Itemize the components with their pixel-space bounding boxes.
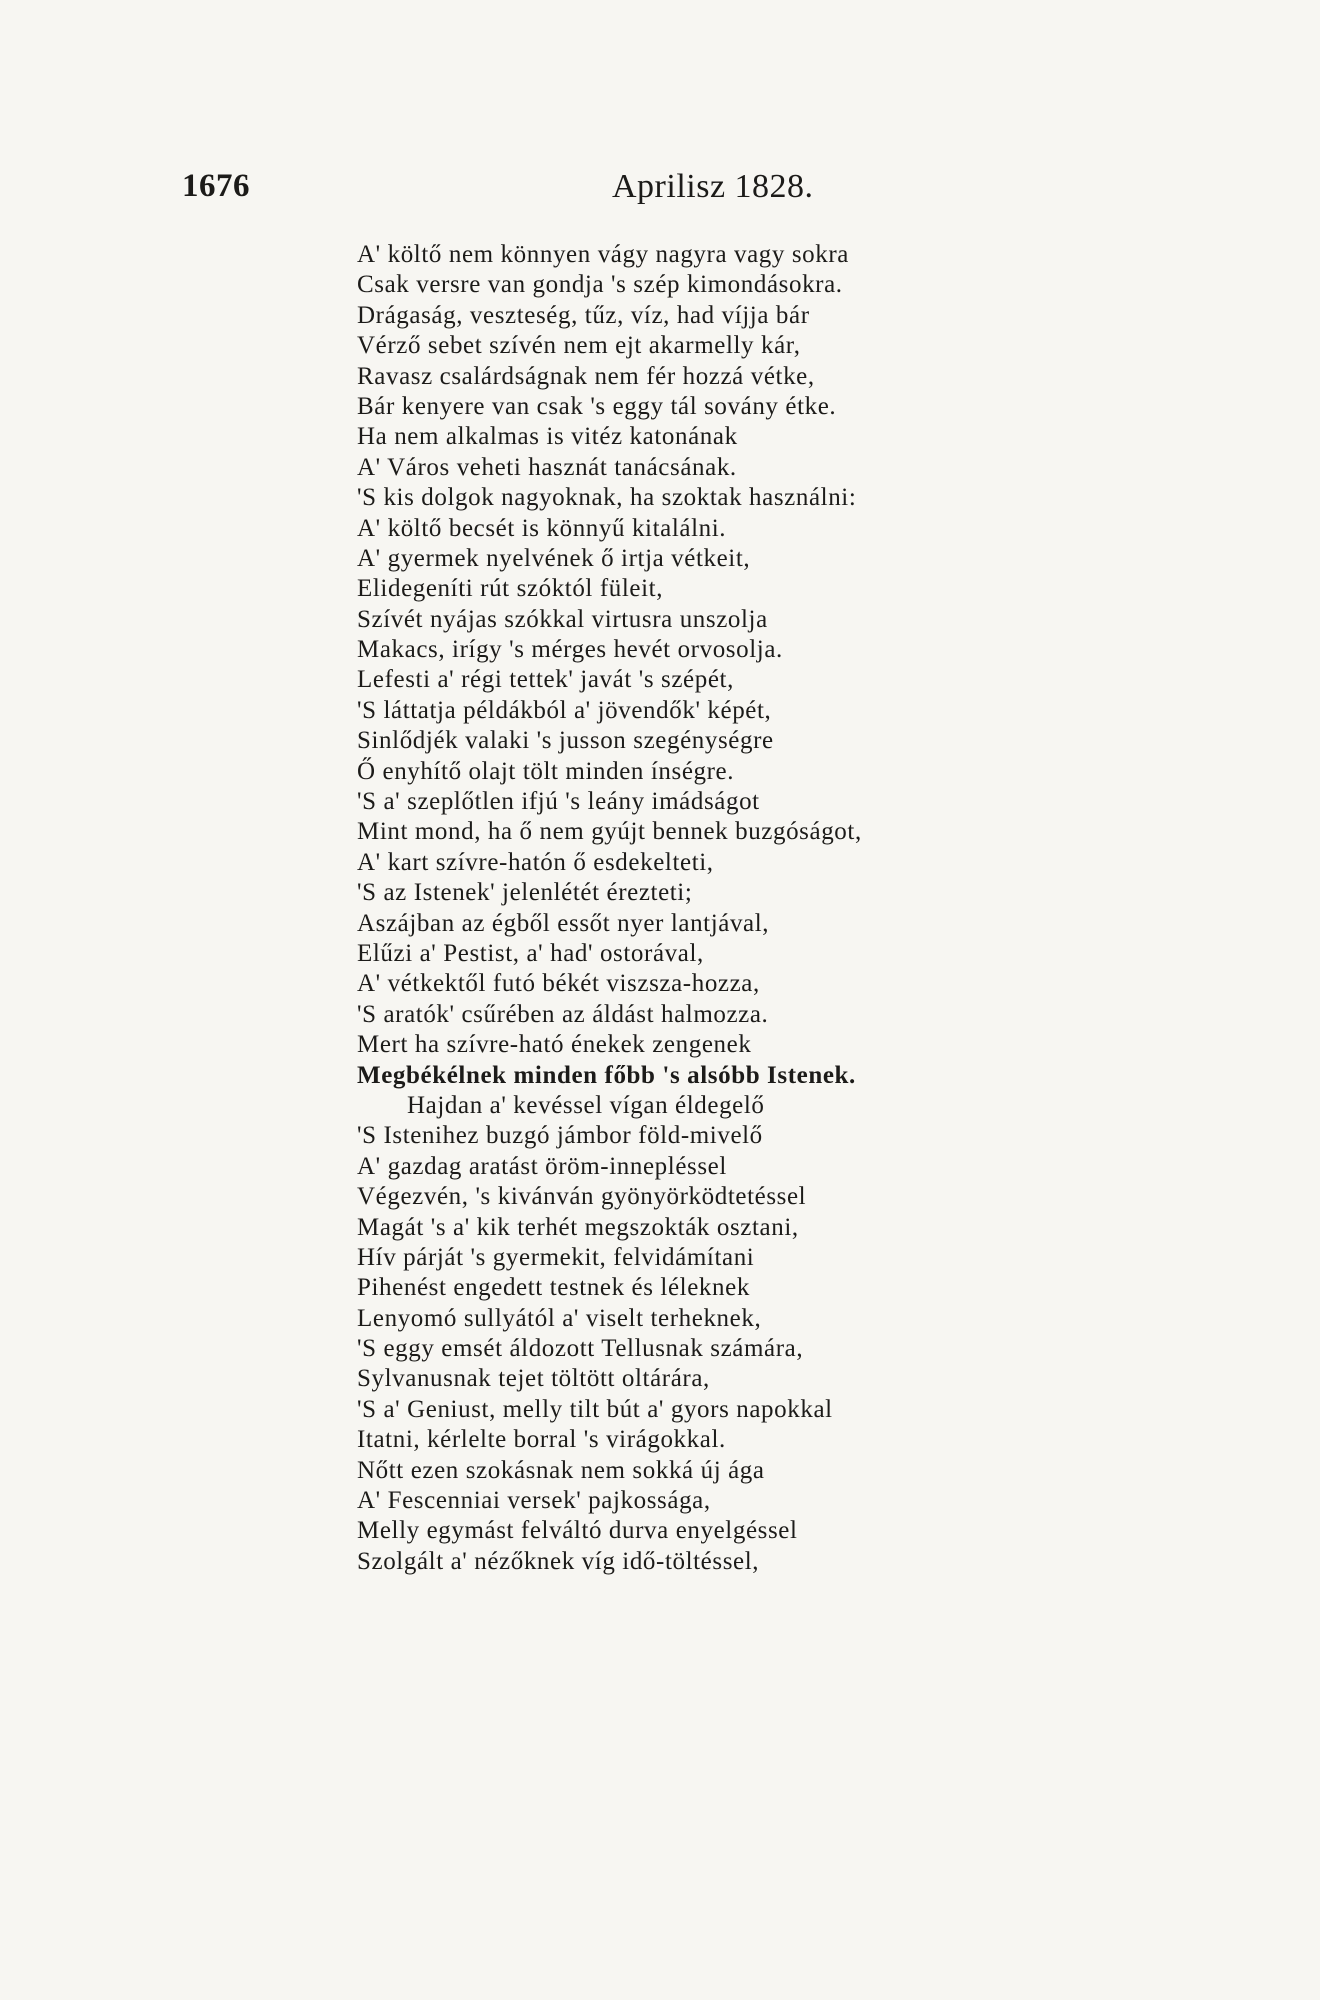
poem-line: 'S kis dolgok nagyoknak, ha szoktak használni: — [357, 484, 857, 512]
poem-line: 'S Istenihez buzgó jámbor föld-mivelő — [357, 1122, 763, 1150]
poem-line: 'S eggy emsét áldozott Tellusnak számára, — [357, 1335, 804, 1363]
poem-line: Ha nem alkalmas is vitéz katonának — [357, 423, 738, 451]
poem-line: Ravasz csalárdságnak nem fér hozzá vétke, — [357, 362, 815, 390]
poem-line: Nőtt ezen szokásnak nem sokká új ága — [357, 1456, 765, 1484]
poem-line: Bár kenyere van csak 's eggy tál sovány étke. — [357, 392, 837, 420]
poem-line: Melly egymást felváltó durva enyelgéssel — [357, 1517, 798, 1545]
page-number: 1676 — [182, 168, 250, 204]
poem-line: 'S a' Geniust, melly tilt bút a' gyors napokkal — [357, 1395, 833, 1423]
poem-line: A' költő nem könnyen vágy nagyra vagy sokra — [357, 241, 849, 268]
poem-line: A' Város veheti hasznát tanácsának. — [357, 453, 737, 481]
poem-line: Végezvén, 's kivánván gyönyörködtetéssel — [357, 1183, 807, 1211]
poem-line: Megbékélnek minden főbb 's alsóbb Istenek. — [357, 1061, 856, 1089]
poem-line: Hajdan a' kevéssel vígan éldegelő — [407, 1091, 765, 1119]
poem-line: Pihenést engedett testnek és léleknek — [357, 1274, 750, 1302]
poem-line: 'S láttatja példákból a' jövendők' képét, — [357, 696, 772, 724]
poem-line: Mert ha szívre-ható énekek zengenek — [357, 1031, 752, 1059]
running-head-title: Aprilisz 1828. — [612, 168, 814, 205]
poem-line: A' vétkektől futó békét viszsza-hozza, — [357, 970, 760, 998]
poem-line: A' gazdag aratást öröm-innepléssel — [357, 1152, 727, 1180]
poem-line: Sinlődjék valaki 's jusson szegénységre — [357, 727, 774, 755]
poem-line: Elidegeníti rút szóktól füleit, — [357, 575, 664, 603]
poem-line: Makacs, irígy 's mérges hevét orvosolja. — [357, 636, 783, 664]
poem-line: Szolgált a' nézőknek víg idő-töltéssel, — [357, 1547, 760, 1575]
poem-line: Mint mond, ha ő nem gyújt bennek buzgóságot, — [357, 818, 862, 846]
poem-line: Sylvanusnak tejet töltött oltárára, — [357, 1365, 710, 1393]
poem-line: Elűzi a' Pestist, a' had' ostorával, — [357, 939, 704, 967]
poem-line: Hív párját 's gyermekit, felvidámítani — [357, 1243, 755, 1271]
poem-line: 'S az Istenek' jelenlétét érezteti; — [357, 879, 693, 907]
poem-line: 'S a' szeplőtlen ifjú 's leány imádságot — [357, 788, 760, 816]
poem-body — [357, 240, 1077, 1577]
poem-line: Lenyomó sullyától a' viselt terheknek, — [357, 1304, 762, 1332]
poem-line: Itatni, kérlelte borral 's virágokkal. — [357, 1426, 726, 1454]
poem-line: A' kart szívre-hatón ő esdekelteti, — [357, 848, 714, 876]
poem-line: Lefesti a' régi tettek' javát 's szépét, — [357, 666, 734, 694]
poem-line: 'S aratók' csűrében az áldást halmozza. — [357, 1000, 769, 1028]
poem-line: Szívét nyájas szókkal virtusra unszolja — [357, 605, 768, 633]
poem-line: Magát 's a' kik terhét megszokták osztani, — [357, 1213, 799, 1241]
poem-line: A' Fescenniai versek' pajkossága, — [357, 1487, 711, 1515]
poem-line: A' költő becsét is könnyű kitalálni. — [357, 514, 727, 542]
poem-line: Ő enyhítő olajt tölt minden ínségre. — [357, 757, 735, 785]
poem-line: Drágaság, veszteség, tűz, víz, had víjja bár — [357, 301, 810, 329]
page-header — [182, 168, 1162, 212]
poem-line: Vérző sebet szívén nem ejt akarmelly kár, — [357, 332, 801, 360]
poem-line: A' gyermek nyelvének ő irtja vétkeit, — [357, 544, 751, 572]
poem-line: Csak versre van gondja 's szép kimondásokra. — [357, 271, 843, 299]
poem-line: Aszájban az égből essőt nyer lantjával, — [357, 909, 770, 937]
